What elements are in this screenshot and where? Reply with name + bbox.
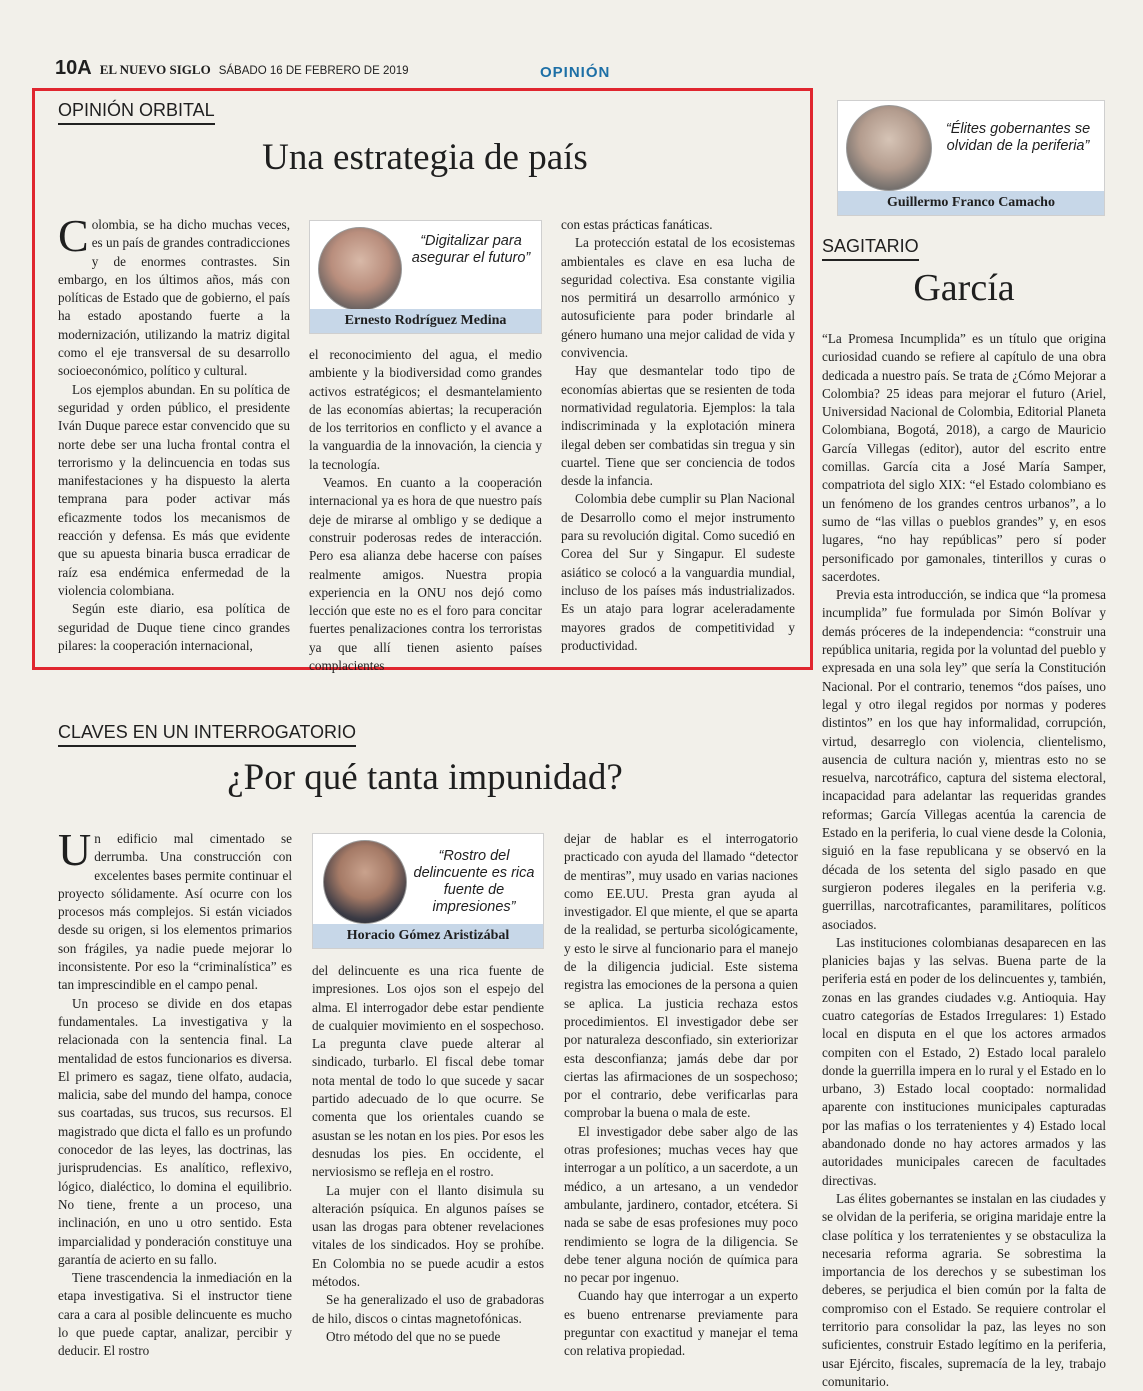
author-photo [846, 105, 932, 191]
article1-column-1 [58, 210, 290, 655]
article2-column-2 [312, 962, 544, 1346]
author-name: Horacio Gómez Aristizábal [313, 924, 543, 948]
section-label: OPINIÓN [540, 64, 611, 81]
author-photo [318, 227, 402, 311]
page-number: 10A [55, 57, 92, 79]
paragraph: “La Promesa Incumplida” es un título que origina curiosidad cuando se refiere al capítulo de una obra dedicada a nuestro país. Se trata de ¿Cómo Mejorar a Colombia? 25 ideas para mejorar el futuro (Ariel, Universidad Nacional de Colombia, Editorial Planeta Colombiana, Bogotá, 2018), a cargo de Mauricio García Villegas (editor), autor del escrito entre comillas. García cita a José María Samper, compatriota del siglo XIX: “el Estado colombiano es un fenómeno de los grandes centros urbanos”, a lo sumo de “las villas o pueblos grandes” y, en esos lugares, “no hay repúblicas” pero sí poder personificado por gamonales, tinterillos y curas o sacerdotes. [822, 331, 1106, 584]
paragraph: Colombia, se ha dicho muchas veces, es un país de grandes contradicciones y de enormes contrastes. Sin embargo, en los últimos años, más con políticas de Estado que de gobierno, el país ha estado apostando fuerte a la modernización, utilizando la matriz digital como el eje transversal de su desarrollo socioeconómico, político y cultural. [58, 210, 290, 379]
paragraph: Los ejemplos abundan. En su política de seguridad y orden público, el presidente Iván Duque parece estar convencido que su norte debe ser una lucha frontal contra el terrorismo y la delincuencia en todas sus manifestaciones y ha dispuesto la alerta temprana para poder activar más eficazmente todos los mecanismos de reacción y defensa. Es más que evidente que su apuesta binaria busca erradicar de raíz esa endémica enfermedad de la violencia colombiana. [58, 381, 290, 598]
article1-title: Una estrategia de país [262, 137, 588, 178]
author-photo [323, 840, 407, 924]
article1-kicker: OPINIÓN ORBITAL [58, 100, 215, 125]
paragraph: La mujer con el llanto disimula su alteración psíquica. En algunos países se usan las drogas para obtener revelaciones vitales de los sindicados. Hoy se prohíbe. En Colombia no se puede acudir a estos métodos. [312, 1182, 544, 1290]
article3-kicker: SAGITARIO [822, 236, 919, 261]
paragraph: Previa esta introducción, se indica que “la promesa incumplida” fue formulada por Simón Bolívar y demás próceres de la independencia: “construir una república unitaria, regida por la voluntad del pueblo y expresada en una sola ley” que sería la Constitución Nacional. Por el contrario, tenemos “dos países, uno legal y otro ilegal regidos por normas y poderes distintos” en los que hay informalidad, corrupción, virtud, desarreglo con violencia, clientelismo, ausencia de cultura nación y, mientras esto no se resuelva, narcotráfico, captura del sistema electoral, incapacidad para adelantar las requeridas grandes reformas; García Villegas acentúa la carencia de Estado en la periferia, lo cual viene desde la Colonia, siguió en la fase republicana y se observó en la década de los setenta del siglo pasado en que surgieron poderes ilegales en la periferia v.g. guerrillas, narcotraficantes, paramilitares, políticos asociados. [822, 587, 1106, 932]
paragraph: Cuando hay que interrogar a un experto es bueno entrenarse previamente para preguntar con exactitud y manejar el tema con relativa propiedad. [564, 1288, 798, 1359]
article2-pull-quote [312, 833, 544, 949]
paragraph: Colombia debe cumplir su Plan Nacional de Desarrollo como el mejor instrumento para su revolución digital. Como sucedió en Corea del Sur y Singapur. El sudeste asiático se colocó a la vanguardia mundial, incluso de los países más industrializados. Es un atajo para lograr aceleradamente mayores grados de competitividad y productividad. [561, 491, 795, 653]
article2-column-1 [58, 824, 292, 1361]
article2-title: ¿Por qué tanta impunidad? [227, 757, 623, 798]
article3-pull-quote [837, 100, 1105, 216]
pull-quote-text: “Élites gobernantes se olvidan de la periferia” [945, 121, 1091, 154]
paragraph: Un proceso se divide en dos etapas fundamentales. La investigativa y la relacionada con la sentencia final. La mentalidad de estos funcionarios es diversa. El primero es sagaz, tiene olfato, audacia, malicia, sabe del mundo del hampa, conoce sus coartadas, sus trucos, sus recursos. El magistrado que dicta el fallo es un profundo conocedor de las leyes, las doctrinas, las jurisprudencias. Es analítico, reflexivo, lógico, dialéctico, lo domina el equilibrio. No tiene, frente a un proceso, una inclinación, en uno u otro sentido. Esta imparcialidad y ponderación constituye una garantía de acierto en su fallo. [58, 995, 292, 1267]
paragraph: La protección estatal de los ecosistemas ambientales es clave en esa lucha de seguridad colectiva. Esa constante vigilia nos permitirá un desarrollo armónico y autosuficiente para poder brindarle al género humano una mejor calidad de vida y convivencia. [561, 235, 795, 361]
paragraph: Tiene trascendencia la inmediación en la etapa investigativa. Si el instructor tiene cara a cara al posible delincuente es mucho lo que puede captar, analizar, percibir y deducir. El rostro [58, 1270, 292, 1359]
pull-quote-text: “Rostro del delincuente es rica fuente de impresiones” [413, 848, 535, 915]
drop-cap: C [58, 210, 89, 261]
paragraph: El investigador debe saber algo de las otras profesiones; muchas veces hay que interrogar a un político, a un sacerdote, a un médico, a un artesano, a un vendedor ambulante, jardinero, contador, etcétera. Si nada se sabe de esas profesiones muy poco rendimiento se logra de la diligencia. Se debe tener alguna noción de química para no pecar por ingenuo. [564, 1123, 798, 1286]
article1-column-2 [309, 346, 542, 675]
article3-title: García [913, 267, 1015, 309]
paragraph: con estas prácticas fanáticas. [561, 217, 713, 232]
author-name: Ernesto Rodríguez Medina [310, 309, 541, 333]
article1-pull-quote [309, 220, 542, 334]
paragraph: Se ha generalizado el uso de grabadoras de hilo, discos o cintas magnetofónicas. [312, 1292, 544, 1326]
article2-kicker: CLAVES EN UN INTERROGATORIO [58, 722, 356, 747]
issue-date: SÁBADO 16 DE FEBRERO DE 2019 [218, 65, 409, 77]
paragraph: Las instituciones colombianas desaparecen en las planicies bajas y las selvas. Buena parte de la periferia está en poder de los delincuentes y, también, zonas en las grandes ciudades v.g. Antioquia. Hay cuatro categorías de Estados Irregulares: 1) Estado local en disputa en el que los actores armados compiten con el Estado, 2) Estado local paralelo donde la guerrilla impera en lo rural y el Estado en lo urbano, 3) Estado local cooptado: normalidad aparente con instituciones municipales capturadas por las mafias o los terratenientes y 4) Estado local abandonado donde no hay actores armados y las autoridades municipales carecen de facultades directivas. [822, 934, 1106, 1188]
paragraph: Otro método del que no se puede [326, 1328, 501, 1344]
paragraph: dejar de hablar es el interrogatorio practicado con ayuda del llamado “detector de mentiras”, muy usado en varias naciones como EE.UU. Presta gran ayuda al investigador. El que miente, el que se aparta de la realidad, se perturba sicológicamente, y esto le sirve al funcionario para el manejo de la diligencia judicial. Este sistema registra las emociones de la persona a quien se aplica. La justicia rechaza estos procedimientos. El investigador debe ser por naturaleza desconfiado, sin exteriorizar esta desconfianza; jamás debe dar por ciertas las afirmaciones de un sospechoso; por el contrario, debe verificarlas para comprobar la buena o mala de este. [564, 831, 798, 1121]
paragraph: Según este diario, esa política de seguridad de Duque tiene cinco grandes pilares: la cooperación internacional, [58, 601, 290, 653]
paragraph: Hay que desmantelar todo tipo de economías abiertas que se resienten de toda normatividad regulatoria. Ejemplos: la tala indiscriminada y la explotación minera ilegal deben ser combatidas sin tregua y sin cuartel. Tiene que ser conciencia de todos desde la infancia. [561, 363, 795, 489]
paragraph: Las élites gobernantes se instalan en las ciudades y se olvidan de la periferia, se origina maridaje entre la clase política y los terratenientes y se obstaculiza la necesaria reforma agraria. Se sobrestima la importancia de los derechos y se subestiman los deberes, se perjudica el bien común por la falta de compromiso con el Estado. Se requiere controlar el territorio para consolidar la paz, las leyes no son suficientes, construir Estado legítimo en la periferia, usar Ejército, fiscales, supremacía de la ley, trabajo comunitario. [822, 1190, 1106, 1389]
pull-quote-text: “Digitalizar para asegurar el futuro” [411, 233, 531, 266]
paragraph: el reconocimiento del agua, el medio ambiente y la biodiversidad como grandes activos estratégicos; el desmantelamiento de las economías abiertas; la recuperación de los territorios en conflicto y el avance a la vanguardia de la innovación, la ciencia y la tecnología. [309, 347, 542, 472]
article3-body [822, 330, 1106, 1391]
article1-column-3 [561, 216, 795, 655]
newspaper-name: EL NUEVO SIGLO [99, 62, 211, 77]
author-name: Guillermo Franco Camacho [838, 191, 1104, 215]
paragraph: del delincuente es una rica fuente de impresiones. Los ojos son el espejo del alma. El interrogador debe estar pendiente de cualquier movimiento en el sospechoso. La pregunta clave puede alterar al sindicado, turbarlo. El fiscal debe tomar nota mental de todo lo que sucede y sacar partido adecuado de lo que ocurre. Se comenta que los orientales cuando se asustan se les notan en los pies. Por esos les desnudas los pies. En occidente, el nerviosismo se refleja en el rostro. [312, 963, 544, 1180]
article2-column-3 [564, 830, 798, 1361]
drop-cap: U [58, 824, 92, 875]
paragraph: Un edificio mal cimentado se derrumba. Una construcción con excelentes bases permite continuar el proyecto sólidamente. Así ocurre con los procesos más complejos. Si están viciados desde su origen, si los elementos primarios son frágiles, ya nadie puede mejorar lo inconsistente. Por eso la “criminalística” es tan imprescindible en el campo penal. [58, 824, 292, 993]
paragraph: Veamos. En cuanto a la cooperación internacional ya es hora de que nuestro país deje de mirarse al ombligo y se dedique a construir poderosas redes de interacción. Pero esa alianza debe hacerse con países realmente amigos. Nuestra propia experiencia en la ONU nos dejó como lección que este no es el foro para concitar fuertes penalizaciones contra los terroristas ya que allí tienen asiento países complacientes [309, 475, 542, 674]
